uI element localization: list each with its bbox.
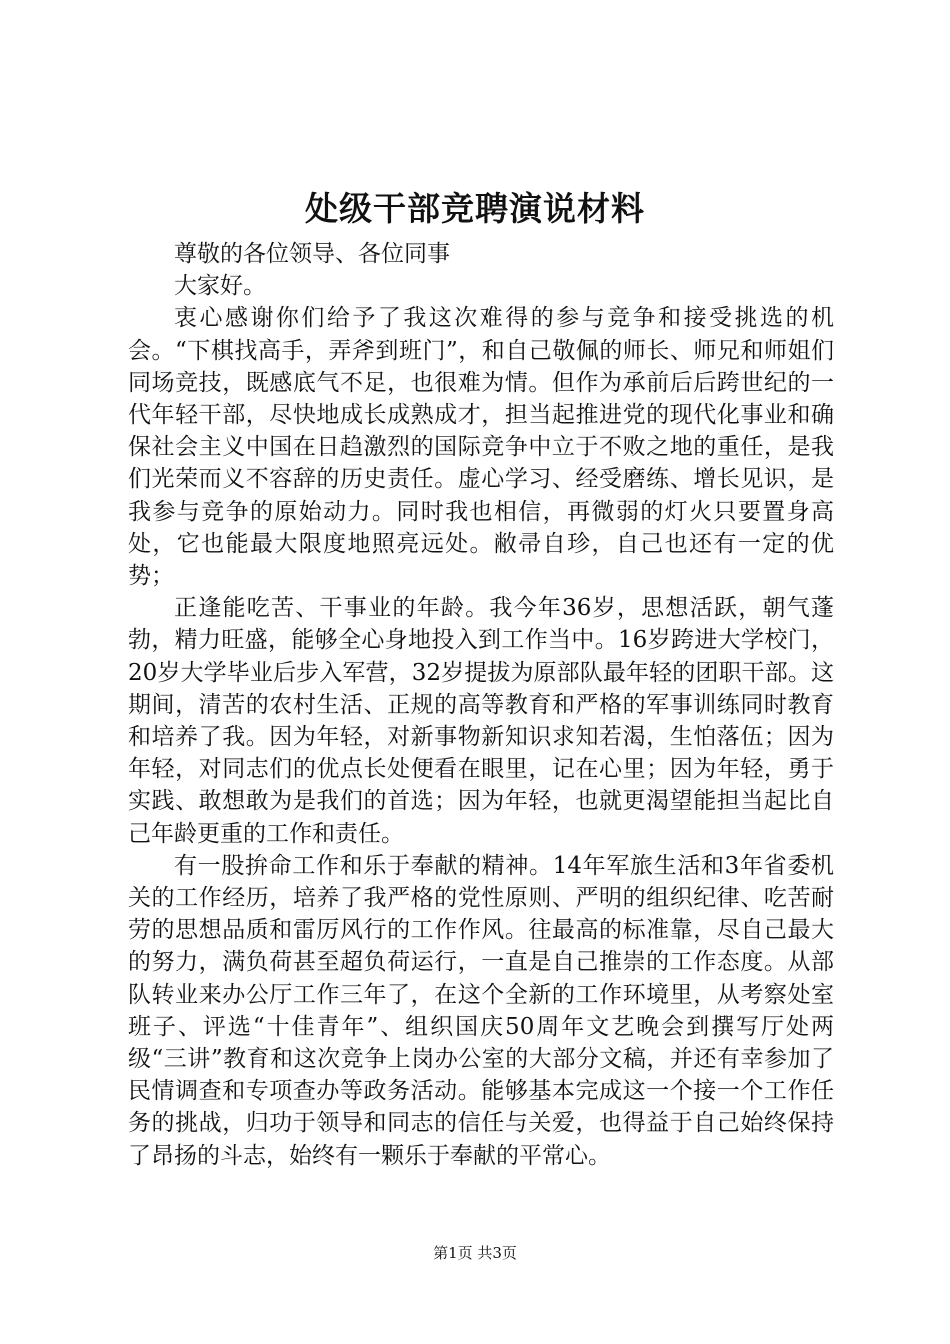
page-indicator: 第1页 共3页 xyxy=(433,1244,517,1262)
salutation-line: 尊敬的各位领导、各位同事 xyxy=(174,241,450,267)
greeting-line: 大家好。 xyxy=(174,273,266,300)
page-footer xyxy=(0,1243,950,1263)
document-body xyxy=(128,238,834,1172)
body-paragraph: 衷心感谢你们给予了我这次难得的参与竞争和接受挑选的机会。“下棋找高手，弄斧到班门”，和自己敬佩的师长、师兄和师姐们同场竞技，既感底气不足，也很难为情。但作为承前后后跨世纪的一代年轻干部，尽快地成长成熟成才，担当起推进党的现代化事业和确保社会主义中国在日趋激烈的国际竞争中立于不败之地的重任，是我们光荣而义不容辞的历史责任。虚心学习、经受磨练、增长见识，是我参与竞争的原始动力。同时我也相信，再微弱的灯火只要置身高处，它也能最大限度地照亮远处。敝帚自珍，自己也还有一定的优势； xyxy=(128,305,834,590)
body-paragraph: 正逢能吃苦、干事业的年龄。我今年36岁，思想活跃，朝气蓬勃，精力旺盛，能够全心身地投入到工作当中。16岁跨进大学校门，20岁大学毕业后步入军营，32岁提拔为原部队最年轻的团职干部。这期间，清苦的农村生活、正规的高等教育和严格的军事训练同时教育和培养了我。因为年轻，对新事物新知识求知若渴，生怕落伍；因为年轻，对同志们的优点长处便看在眼里，记在心里；因为年轻，勇于实践、敢想敢为是我们的首选；因为年轻，也就更渴望能担当起比自己年龄更重的工作和责任。 xyxy=(128,595,834,847)
body-paragraph: 有一股拚命工作和乐于奉献的精神。14年军旅生活和3年省委机关的工作经历，培养了我严格的党性原则、严明的组织纪律、吃苦耐劳的思想品质和雷厉风行的工作作风。往最高的标准靠，尽自己最大的努力，满负荷甚至超负荷运行，一直是自己推崇的工作态度。从部队转业来办公厅工作三年了，在这个全新的工作环境里，从考察处室班子、评选“十佳青年”、组织国庆50周年文艺晚会到撰写厅处两级“三讲”教育和这次竞争上岗办公室的大部分文稿，并还有幸参加了民情调查和专项查办等政务活动。能够基本完成这一个接一个工作任务的挑战，归功于领导和同志的信任与关爱，也得益于自己始终保持了昂扬的斗志，始终有一颗乐于奉献的平常心。 xyxy=(128,852,834,1169)
document-title: 处级干部竞聘演说材料 xyxy=(305,189,645,228)
